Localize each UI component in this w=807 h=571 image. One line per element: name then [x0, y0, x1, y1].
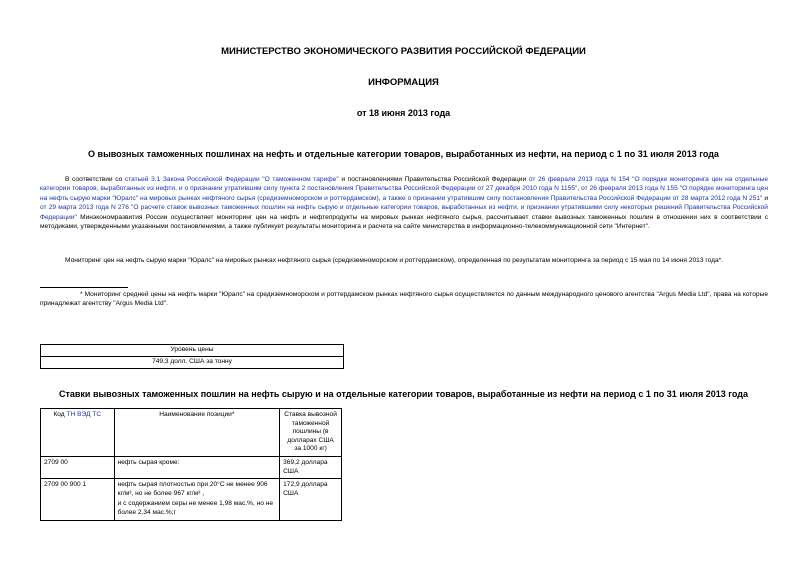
resolution-276-link[interactable]: от 29 марта 2013 года N 276 "О расчете ставок вывозных таможенных пошлин на нефть сырую и отдельные категории товаров, выработанных из нефти, и признании утратившими силу некоторых решений Правительства Российской Федерации": [40, 204, 768, 221]
price-level-header: Уровень цены: [41, 345, 344, 357]
monitoring-paragraph: [40, 256, 768, 265]
rate-column-header: Ставка вывозной таможенной пошлины (в долларах США за 1000 кг): [280, 409, 342, 457]
code-column-header: [41, 409, 115, 457]
footnote-separator: [40, 287, 128, 288]
intro-paragraph: [40, 175, 768, 231]
price-level-value: 749,3 долл. США за тонну: [41, 357, 344, 369]
law-link[interactable]: статьей 3.1 Закона Российской Федерации "О таможенном тарифе": [124, 176, 339, 183]
document-type-heading: ИНФОРМАЦИЯ: [368, 77, 439, 88]
name-column-header: Наименование позиции*: [114, 409, 280, 457]
intro-text-4: и: [762, 194, 769, 202]
document-date: от 18 июня 2013 года: [356, 108, 451, 118]
table-header-row: [41, 409, 342, 457]
document-title: О вывозных таможенных пошлинах на нефть и отдельные категории товаров, выработанных из нефти, на период с 1 по 31 июля 2013 года: [88, 149, 719, 159]
intro-text-5: Минэкономразвития России осуществляет мониторинг цен на нефть и нефтепродукты на мировых рынках нефтяного сырья, рассчитывает ставки вывозных таможенных пошлин в отношении них в соответствии с методиками, утвержденными указанными постановлениями, а также публикует результаты мониторинга и расчета на сайте министерства в информационно-телекоммуникационной сети "Интернет".: [40, 213, 768, 231]
row-name-detail: и с содержанием серы не менее 1,98 мас.%, но не более 2,34 мас.%;г: [117, 500, 274, 516]
code-header-prefix: Код: [53, 411, 67, 418]
row-rate: 172,9 доллара США: [280, 479, 342, 520]
row-rate: 369,2 доллара США: [280, 456, 342, 478]
table-row: [41, 357, 344, 369]
table-row: [41, 456, 342, 478]
rates-heading: Ставки вывозных таможенных пошлин на нефть сырую и на отдельные категории товаров, выработанные из нефти на период с 1 по 31 июля 2013 года: [58, 389, 749, 399]
monitoring-text: Мониторинг цен на нефть сырую марки "Юралс" на мировых рынках нефтяного сырья (средиземноморском и роттердамском), определенная по результатам мониторинга за период с 15 мая по 14 июня 2013 года*.: [65, 257, 724, 264]
resolution-155-link[interactable]: от 26 февраля 2013 года N 155 "О порядке мониторинга цен на нефть сырую марки "Юралс" на мировых рынках нефтяного сырья (средиземноморском и роттердамском), а также о признании утратившим силу постановления Правительства Российской Федерации от 28 марта 2012 года N 251": [40, 185, 768, 202]
row-code: 2709 00 900 1: [41, 479, 115, 520]
table-row: [41, 345, 344, 357]
intro-text-1: В соответствии со: [65, 176, 125, 183]
row-name-cell: [114, 479, 280, 520]
row-name: нефть сырая кроме:: [114, 456, 280, 478]
price-level-table: [40, 344, 344, 369]
row-code: 2709 00: [41, 456, 115, 478]
tn-ved-link[interactable]: ТН ВЭД ТС: [66, 411, 102, 418]
ministry-heading: МИНИСТЕРСТВО ЭКОНОМИЧЕСКОГО РАЗВИТИЯ РОССИЙСКОЙ ФЕДЕРАЦИИ: [221, 46, 586, 57]
footnote: [40, 290, 768, 309]
intro-text-2: и постановлениями Правительства Российской Федерации: [338, 176, 529, 183]
footnote-text: * Мониторинг средней цены на нефть марки "Юралс" на средиземноморском и роттердамском рынках нефтяного сырья осуществляется по данным международного ценового агентства "Argus Media Ltd", права на которые принадлежат агентству "Argus Media Ltd".: [40, 291, 768, 308]
intro-text-3: ,: [577, 185, 582, 193]
rates-table: [40, 408, 342, 521]
table-row: [41, 479, 342, 520]
resolution-154-link[interactable]: от 26 февраля 2013 года N 154 "О порядке мониторинга цен на отдельные категории товаров, выработанных из нефти, и о признании утратившим силу пункта 2 постановления Правительства Российской Федерации от 27 декабря 2010 года N 1155": [40, 176, 768, 193]
row-name: нефть сырая плотностью при 20°С не менее 906 кг/м³, но не более 967 кг/м³ ,: [117, 481, 268, 497]
